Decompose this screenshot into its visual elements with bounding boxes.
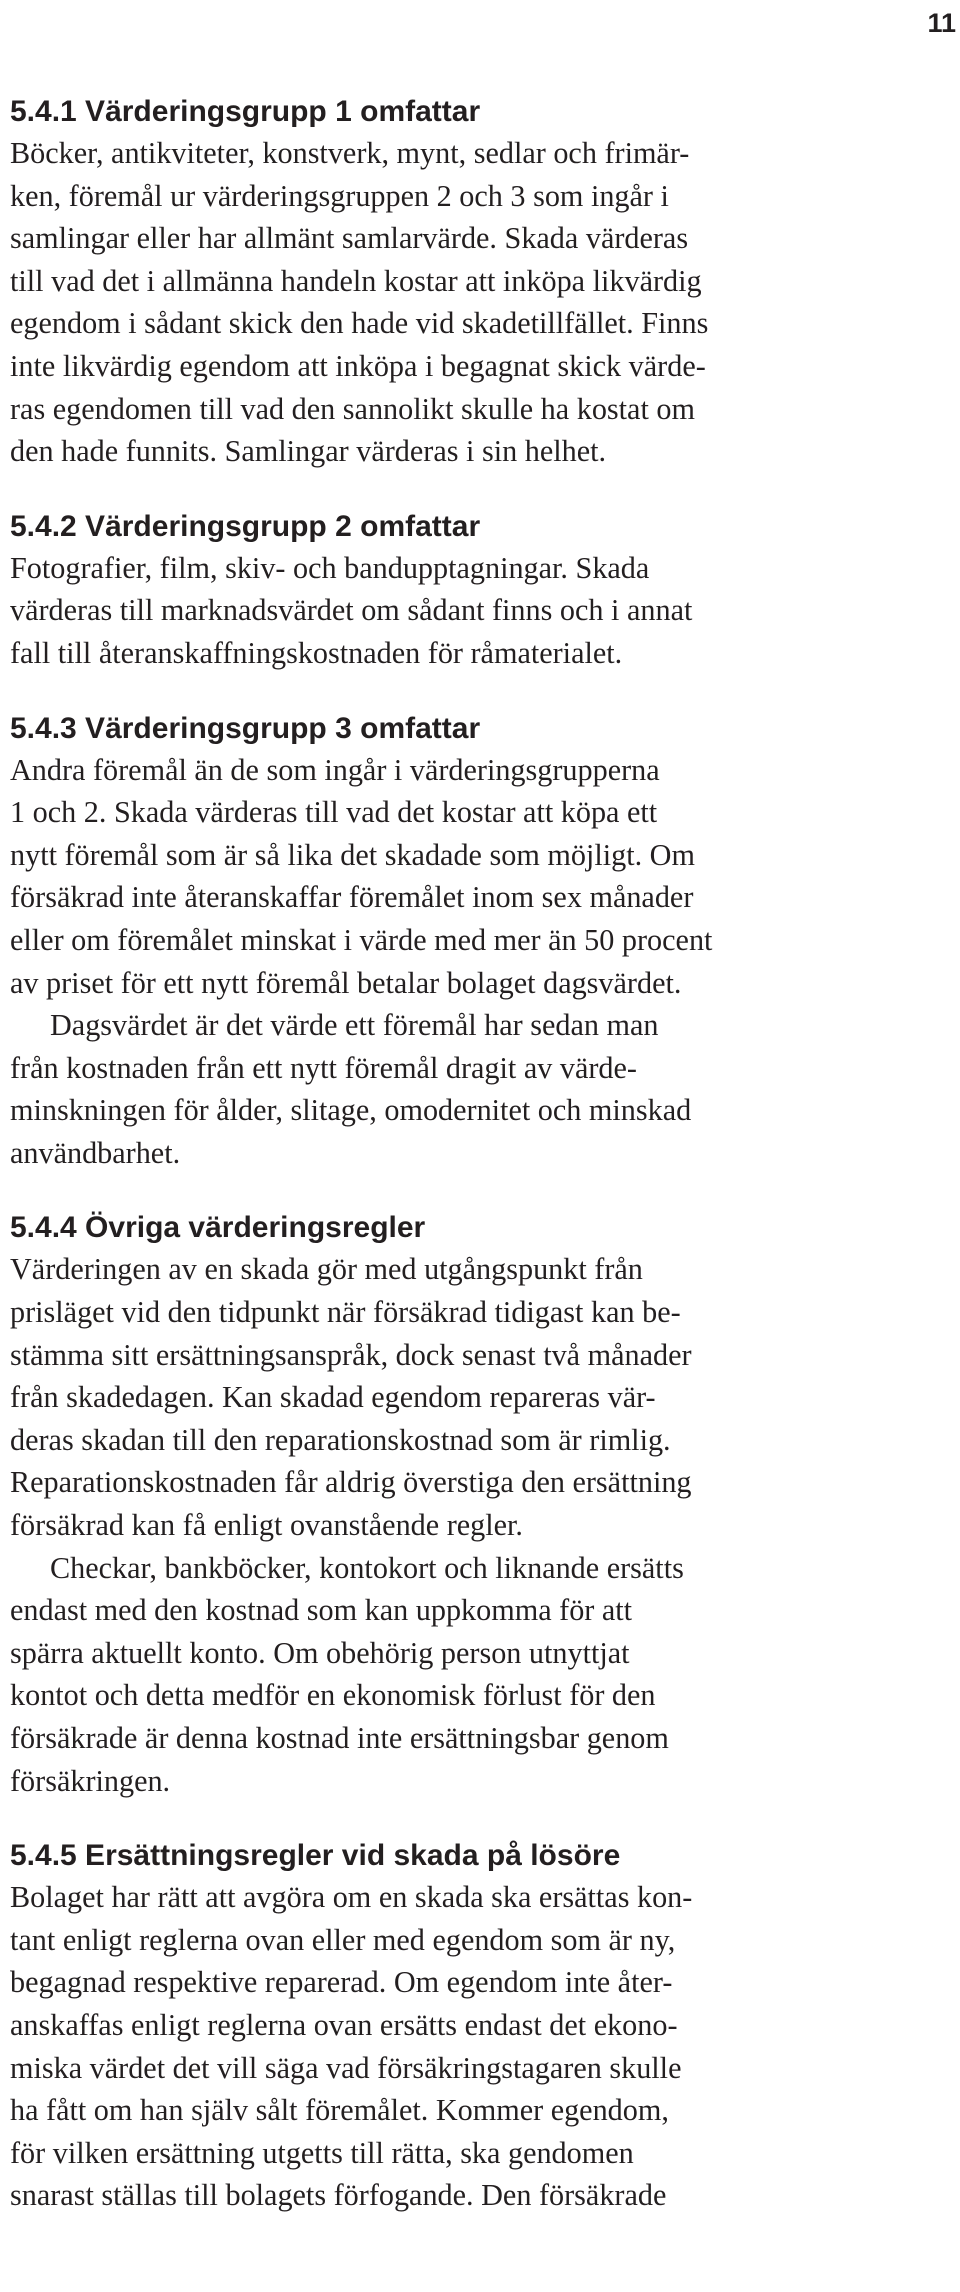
text-line: tant enligt reglerna ovan eller med egendom som är ny, <box>10 1922 676 1957</box>
text-line: försäkrad kan få enligt ovanstående regler. <box>10 1508 523 1543</box>
text-line: spärra aktuellt konto. Om obehörig person utnyttjat <box>10 1635 630 1670</box>
text-line: försäkringen. <box>10 1763 171 1798</box>
text-line: fall till återanskaffningskostnaden för råmaterialet. <box>10 635 623 670</box>
text-line: för vilken ersättning utgetts till rätta, ska gendomen <box>10 2135 634 2170</box>
text-line: Bolaget har rätt att avgöra om en skada ska ersättas kon- <box>10 1880 693 1915</box>
page-number: 11 <box>927 8 956 38</box>
text-line: av priset för ett nytt föremål betalar bolaget dagsvärdet. <box>10 965 682 1000</box>
text-line: Fotografier, film, skiv- och bandupptagningar. Skada <box>10 550 650 585</box>
text-line: miska värdet det vill säga vad försäkringstagaren skulle <box>10 2050 682 2085</box>
paragraph <box>10 749 900 1005</box>
text-line: begagnad respektive reparerad. Om egendom inte åter- <box>10 1965 673 2000</box>
text-line: prisläget vid den tidpunkt när försäkrad tidigast kan be- <box>10 1295 681 1330</box>
paragraph <box>10 1004 900 1174</box>
text-line: minskningen för ålder, slitage, omodernitet och minskad <box>10 1093 692 1128</box>
section-heading: 5.4.2 Värderingsgrupp 2 omfattar <box>10 509 481 543</box>
text-line: användbarhet. <box>10 1135 181 1170</box>
text-line: kontot och detta medför en ekonomisk förlust för den <box>10 1678 656 1713</box>
text-line: från skadedagen. Kan skadad egendom repareras vär- <box>10 1380 656 1415</box>
text-line: till vad det i allmänna handeln kostar att inköpa likvärdig <box>10 263 702 298</box>
text-line: försäkrade är denna kostnad inte ersättningsbar genom <box>10 1721 669 1755</box>
text-line: snarast ställas till bolagets förfogande. Den försäkrade <box>10 2178 667 2213</box>
section-4 <box>10 1208 900 1802</box>
section-2 <box>10 507 900 675</box>
text-line: Dagsvärdet är det värde ett föremål har sedan man <box>50 1008 659 1043</box>
document-body <box>10 92 900 2251</box>
text-line: Böcker, antikviteter, konstverk, mynt, sedlar och frimär- <box>10 136 690 170</box>
text-line: eller om föremålet minskat i värde med mer än 50 procent <box>10 922 713 957</box>
section-5 <box>10 1836 900 2217</box>
text-line: samlingar eller har allmänt samlarvärde. Skada värderas <box>10 221 689 256</box>
text-line: nytt föremål som är så lika det skadade som möjligt. Om <box>10 837 695 872</box>
text-line: ken, föremål ur värderingsgruppen 2 och 3 som ingår i <box>10 178 669 213</box>
text-line: deras skadan till den reparationskostnad som är rimlig. <box>10 1422 671 1457</box>
section-heading: 5.4.4 Övriga värderingsregler <box>10 1211 426 1245</box>
section-heading: 5.4.1 Värderingsgrupp 1 omfattar <box>10 95 481 128</box>
text-line: Reparationskostnaden får aldrig överstiga den ersättning <box>10 1465 692 1500</box>
text-line: anskaffas enligt reglerna ovan ersätts endast det ekono- <box>10 2007 678 2042</box>
text-line: endast med den kostnad som kan uppkomma för att <box>10 1593 633 1628</box>
text-line: Andra föremål än de som ingår i värderingsgrupperna <box>10 752 660 787</box>
text-line: Värderingen av en skada gör med utgångspunkt från <box>10 1252 643 1287</box>
section-3 <box>10 709 900 1175</box>
paragraph <box>10 132 900 473</box>
paragraph <box>10 1248 900 1546</box>
paragraph <box>10 1547 900 1803</box>
text-line: stämma sitt ersättningsanspråk, dock senast två månader <box>10 1337 692 1372</box>
text-line: försäkrad inte återanskaffar föremålet inom sex månader <box>10 880 694 915</box>
section-heading: 5.4.5 Ersättningsregler vid skada på lösöre <box>10 1839 621 1873</box>
text-line: från kostnaden från ett nytt föremål dragit av värde- <box>10 1050 637 1085</box>
paragraph <box>10 1876 900 2217</box>
text-line: den hade funnits. Samlingar värderas i sin helhet. <box>10 434 607 469</box>
text-line: egendom i sådant skick den hade vid skadetillfället. Finns <box>10 306 709 341</box>
text-line: ha fått om han själv sålt föremålet. Kommer egendom, <box>10 2093 669 2128</box>
text-line: värderas till marknadsvärdet om sådant finns och i annat <box>10 593 693 628</box>
text-line: ras egendomen till vad den sannolikt skulle ha kostat om <box>10 391 695 426</box>
text-line: inte likvärdig egendom att inköpa i begagnat skick värde- <box>10 348 706 383</box>
section-1 <box>10 92 900 473</box>
text-line: 1 och 2. Skada värderas till vad det kostar att köpa ett <box>10 795 658 830</box>
text-line: Checkar, bankböcker, kontokort och liknande ersätts <box>50 1550 684 1585</box>
section-heading: 5.4.3 Värderingsgrupp 3 omfattar <box>10 711 481 745</box>
paragraph <box>10 547 900 675</box>
